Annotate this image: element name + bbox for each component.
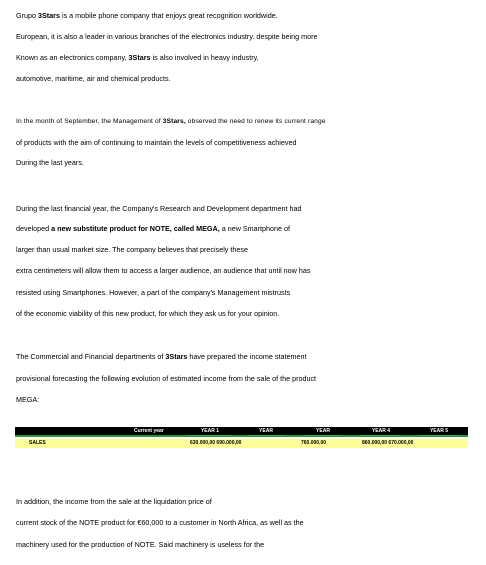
bold-run: 3Stars,	[162, 118, 186, 125]
text-line	[16, 158, 84, 168]
header-year-2: YEAR	[247, 427, 285, 436]
text-line	[16, 395, 39, 405]
text-run: extra centimeters will allow them to access a larger audience, an audience that until now has	[16, 266, 311, 275]
header-year-4: YEAR 4	[361, 427, 401, 436]
table-header-row	[15, 427, 468, 437]
text-run: During the last years.	[16, 158, 84, 167]
text-run: MEGA:	[16, 395, 40, 404]
text-line	[16, 374, 316, 384]
bold-run: 3Stars	[165, 352, 188, 361]
text-run: In addition, the income from the sale at the liquidation price of	[16, 497, 212, 506]
header-current-year: Current year	[134, 428, 164, 434]
sales-forecast-table	[15, 427, 468, 448]
header-year-1: YEAR 1	[189, 427, 231, 436]
text-run: have prepared the income statement	[187, 352, 307, 361]
text-run: larger than usual market size. The company believes that precisely these	[16, 245, 248, 254]
text-run: European, it is also a leader in various branches of the electronics industry. despite being more	[16, 32, 318, 41]
text-run: is also involved in heavy industry,	[150, 53, 259, 62]
text-line	[16, 497, 212, 507]
text-line	[16, 138, 296, 148]
text-line	[16, 352, 306, 362]
text-run: current stock of the NOTE product for €60,000 to a customer in North Africa, as well as the	[16, 518, 304, 527]
text-run: developed	[16, 224, 52, 233]
text-line	[16, 288, 290, 298]
text-run: The Commercial and Financial departments of	[16, 352, 166, 361]
text-run: of products with the aim of continuing to maintain the levels of competitiveness achieved	[16, 138, 297, 147]
text-run: observed the need to renew its current range	[185, 118, 326, 125]
text-run: a new Smartphone of	[219, 224, 291, 233]
text-run: of the economic viability of this new product, for which they ask us for your opinion.	[16, 309, 280, 318]
text-line	[16, 540, 264, 550]
text-line	[16, 32, 318, 42]
text-line	[16, 204, 301, 214]
text-line	[16, 245, 248, 255]
cell-sales-years-1-2: 630.000,00 690.000,00	[190, 440, 242, 446]
cell-sales-years-4-5: 860.000,00 670.000,00	[362, 440, 414, 446]
text-line	[16, 309, 279, 319]
text-run: resisted using Smartphones. However, a part of the company's Management mistrusts	[16, 288, 291, 297]
text-run: is a mobile phone company that enjoys great recognition worldwide.	[59, 11, 278, 20]
bold-run: 3Stars	[128, 53, 151, 62]
text-line	[16, 53, 259, 63]
cell-sales-year-3: 760.000,00	[301, 440, 327, 446]
text-line	[16, 518, 304, 528]
text-line	[16, 11, 278, 21]
table-row-sales	[15, 439, 468, 448]
text-line	[16, 117, 326, 127]
text-run: automotive, maritime, air and chemical products.	[16, 74, 171, 83]
text-run: Grupo	[16, 11, 38, 20]
text-run: provisional forecasting the following evolution of estimated income from the sale of the product	[16, 374, 317, 383]
header-year-5: YEAR 5	[419, 427, 459, 436]
row-label-sales: SALES	[29, 440, 46, 446]
text-line	[16, 224, 290, 234]
text-run: During the last financial year, the Company's Research and Development department had	[16, 204, 302, 213]
text-run: In the month of September, the Management of	[16, 118, 163, 125]
text-line	[16, 74, 171, 84]
text-line	[16, 266, 310, 276]
text-run: machinery used for the production of NOTE. Said machinery is useless for the	[16, 540, 265, 549]
bold-run: 3Stars	[37, 11, 60, 20]
text-run: Known as an electronics company,	[16, 53, 129, 62]
header-year-3: YEAR	[305, 427, 341, 436]
bold-run: a new substitute product for NOTE, called MEGA,	[51, 224, 220, 233]
